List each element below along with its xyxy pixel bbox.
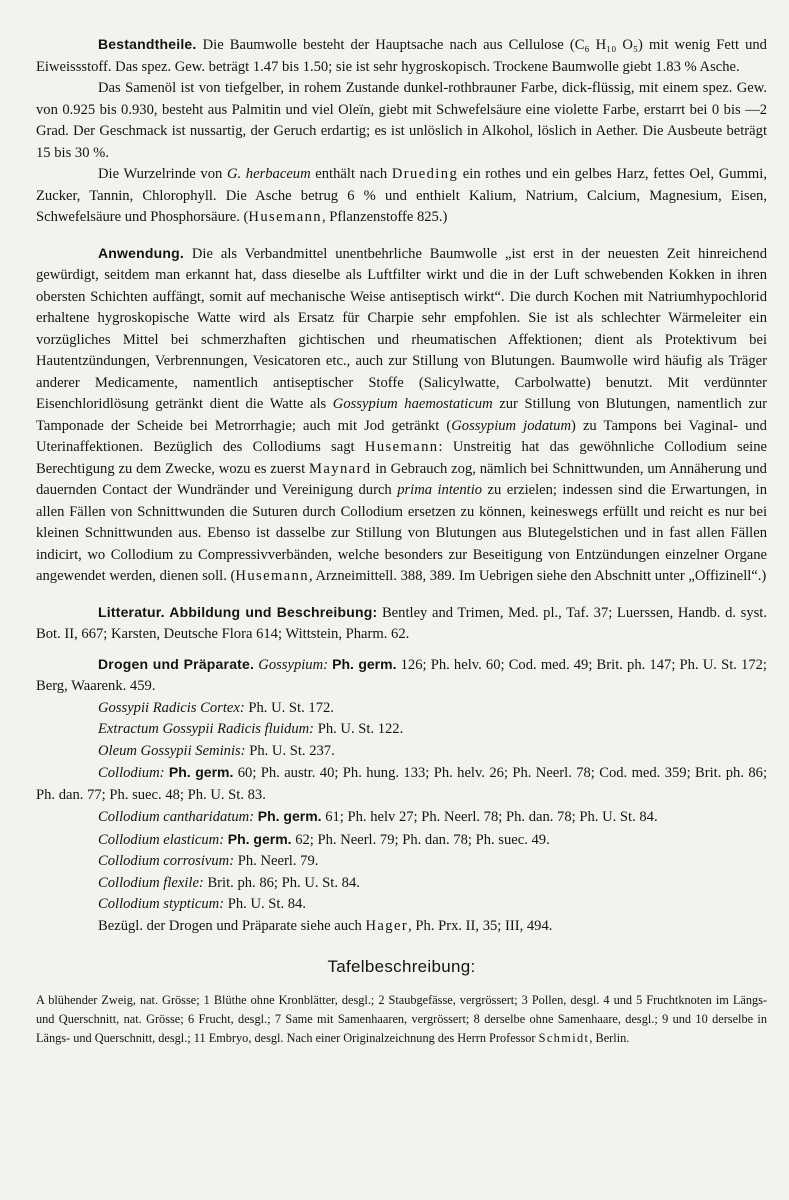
drug-name: Extractum Gossypii Radicis fluidum: xyxy=(98,721,315,737)
drug-name: Collodium: xyxy=(98,765,165,781)
caption-text: A blühender Zweig, nat. Grösse; 1 Blüthe ohne Kronblätter, desgl.; 2 Staubgefässe, vergrössert; 3 Pollen, desgl. 4 und 5 Fruchtknoten im Längs- und Querschnitt, nat. Grösse; 6 Frucht, desgl.; 7 Same mit Samenhaaren, vergrössert; 8 derselbe ohne Samenhaare, desgl.; 9 und 10 derselbe in Längs- und Querschnitt, desgl.; 11 Embryo, desgl. Nach einer Originalzeichnung des Herrn Professor xyxy=(36,993,767,1045)
drug-refs: 62; Ph. Neerl. 79; Ph. dan. 78; Ph. suec. 49. xyxy=(295,831,550,848)
drug-item xyxy=(36,762,767,806)
drug-name: Collodium cantharidatum: xyxy=(98,809,255,825)
tafel-title: Tafelbeschreibung: xyxy=(327,957,476,976)
author-name: Drueding xyxy=(391,166,459,182)
bestandtheile-paragraph-1 xyxy=(36,34,767,78)
drug-item xyxy=(36,829,767,852)
text: Die als Verbandmittel unentbehrliche Baumwolle „ist erst in der neuesten Zeit hinreichend gewürdigt, seitdem man erkannt hat, dass dieselbe als Luftfilter wirkt und die in der Luft schwebenden Kokken in ihren obersten Schichten auffängt, somit auf mechanische Weise antiseptisch wirkt“. Die durch Kochen mit Natriumhypochlorid erhaltene hygroskopische Watte wird als Ersatz für Charpie sehr empfohlen. Sie ist als schlechter Wärmeleiter ein vorzügliches Mittel bei schmerzhaften gichtischen und rheumatischen Affektionen; dient als Protektivum bei Hautentzündungen, Verbrennungen, Vesicatoren etc., auch zur Stillung von Blutungen. Baumwolle wird häufig als Träger anderer Medicamente, namentlich antiseptischer Stoffe (Salicylwatte, Carbolwatte) benutzt. Mit verdünnter Eisenchloridlösung getränkt dient die Watte als xyxy=(36,245,767,412)
drogen-first-line xyxy=(36,654,767,698)
section-heading-drogen: Drogen und Präparate. xyxy=(98,655,255,672)
drug-refs: Ph. U. St. 237. xyxy=(249,742,335,759)
drug-item xyxy=(36,894,767,916)
text: zur Stillung von Blutungen, namentlich zur Tamponade der Scheide bei Metrorrhagie; auch mit Jod getränkt ( xyxy=(36,396,767,434)
drug-refs: 126; Ph. helv. 60; Cod. med. 49; Brit. ph. 147; Ph. U. St. 172; Berg, Waarenk. 459. xyxy=(36,656,767,694)
text: Die Wurzelrinde von xyxy=(98,166,227,182)
ph-germ-ref: Ph. germ. xyxy=(332,655,397,672)
text: ) zu Tampons bei Vaginal- und Uterinaffektionen. Bezüglich des Collodiums sagt xyxy=(36,417,767,455)
drug-name: Collodium corrosivum: xyxy=(98,853,235,869)
italic-term: prima intentio xyxy=(397,482,483,498)
text: , Ph. Prx. II, 35; III, 494. xyxy=(408,917,553,934)
text: , Arzneimittell. 388, 389. Im Uebrigen siehe den Abschnitt unter „Offizinell“.) xyxy=(309,568,767,584)
bestandtheile-paragraph-3 xyxy=(36,164,767,229)
tafel-caption xyxy=(36,991,767,1048)
bestandtheile-text-1: Die Baumwolle besteht der Hauptsache nach aus Cellulose (C₆ H₁₀ O₅) mit wenig Fett und Eiweissstoff. Das spez. Gew. beträgt 1.47 bis 1.50; sie ist sehr hygroskopisch. Trockene Baumwolle giebt 1.83 % Asche. xyxy=(36,37,767,75)
drug-item xyxy=(36,873,767,895)
drug-item xyxy=(36,698,767,720)
litteratur-text: Bentley and Trimen, Med. pl., Taf. 37; Luerssen, Handb. d. syst. Bot. II, 667; Karsten, Deutsche Flora 614; Wittstein, Pharm. 62. xyxy=(36,604,767,642)
text: , Pflanzenstoffe 825.) xyxy=(322,209,448,225)
drug-name: Gossypium: xyxy=(258,656,329,673)
text: Bezügl. der Drogen und Präparate siehe auch xyxy=(98,917,366,934)
drug-name: Collodium flexile: xyxy=(98,874,204,891)
anwendung-paragraph xyxy=(36,243,767,588)
author-name: Husemann xyxy=(235,568,309,584)
drug-refs: Ph. U. St. 172. xyxy=(248,699,334,716)
bestandtheile-paragraph-2: Das Samenöl ist von tiefgelber, in rohem Zustande dunkel-rothbrauner Farbe, dick-flüssig, mit einem spez. Gew. von 0.925 bis 0.930, besteht aus Palmitin und viel Oleïn, giebt mit Schwefelsäure eine violette Farbe, erstarrt bei 0 bis —2 Grad. Der Geschmack ist nussartig, der Geruch erdartig; es ist unlöslich in Alkohol, löslich in Aether. Die Ausbeute beträgt 15 bis 30 %. xyxy=(36,80,767,161)
author-name: Maynard xyxy=(309,460,372,477)
drug-name: Gossypii Radicis Cortex: xyxy=(98,699,245,716)
drug-item xyxy=(36,741,767,763)
drug-name: Collodium elasticum: xyxy=(98,831,225,848)
text: in Gebrauch zog, nämlich bei Schnittwunden, um Annäherung und dauernden Contact der Wundränder und Vereinigung durch xyxy=(36,460,767,498)
section-heading-bestandtheile: Bestandtheile. xyxy=(98,36,197,52)
species-name: G. herbaceum xyxy=(226,166,311,182)
drug-item xyxy=(36,806,767,829)
caption-text: , Berlin. xyxy=(589,1031,630,1045)
text: : Unstreitig hat das gewöhnliche Collodium seine Berechtigung zu dem Zwecke, wozu es zuerst xyxy=(36,439,767,477)
litteratur-paragraph xyxy=(36,602,767,646)
drug-name: Collodium stypticum: xyxy=(98,896,225,912)
drogen-final-line xyxy=(36,916,767,938)
italic-term: Gossypium haemostaticum xyxy=(332,396,493,412)
italic-term: Gossypium jodatum xyxy=(451,417,572,434)
author-name: Hager xyxy=(365,917,409,934)
drug-list xyxy=(36,698,767,916)
author-name: Husemann xyxy=(248,209,322,225)
author-name: Husemann xyxy=(364,439,439,455)
drug-refs: 61; Ph. helv 27; Ph. Neerl. 78; Ph. dan. 78; Ph. U. St. 84. xyxy=(325,809,658,825)
ph-germ-ref: Ph. germ. xyxy=(168,764,234,780)
section-heading-anwendung: Anwendung. xyxy=(98,244,184,261)
section-heading-litteratur: Litteratur. Abbildung und Beschreibung: xyxy=(98,603,378,620)
ph-germ-ref: Ph. germ. xyxy=(257,808,322,824)
ph-germ-ref: Ph. germ. xyxy=(227,830,292,847)
drug-refs: Brit. ph. 86; Ph. U. St. 84. xyxy=(207,874,360,891)
drug-refs: Ph. U. St. 84. xyxy=(227,896,306,912)
text: enthält nach xyxy=(310,166,392,182)
text: zu erzielen; indessen sind die Erwartungen, in allen Fällen von Schnittwunden die Suturen durch Collodium ersetzen zu können, keineswegs erfüllt und reicht es nur bei kleinen Schnittwunden aus. Ebenso ist dasselbe zur Stillung von Blutungen aus Blutegelstichen und in fast allen Fällen indicirt, wo Collodium zu Compressivverbänden, welche besonders zur Beseitigung von Entzündungen einzelner Organe angewendet werden, dienen soll. ( xyxy=(36,482,767,584)
drug-item xyxy=(36,851,767,873)
author-name: Schmidt xyxy=(538,1031,590,1045)
text: ein rothes und ein gelbes Harz, fettes Oel, Gummi, Zucker, Tannin, Chlorophyll. Die Asche betrug 6 % und enthielt Kalium, Natrium, Calcium, Magnesium, Eisen, Schwefelsäure und Phosphorsäure. ( xyxy=(36,166,767,225)
drug-refs: 60; Ph. austr. 40; Ph. hung. 133; Ph. helv. 26; Ph. Neerl. 78; Cod. med. 359; Brit. ph. 86; Ph. dan. 77; Ph. suec. 48; Ph. U. St. 83. xyxy=(36,765,767,803)
drug-name: Oleum Gossypii Seminis: xyxy=(98,742,246,759)
drug-refs: Ph. U. St. 122. xyxy=(317,721,404,737)
drug-item xyxy=(36,719,767,741)
drug-refs: Ph. Neerl. 79. xyxy=(237,853,319,869)
